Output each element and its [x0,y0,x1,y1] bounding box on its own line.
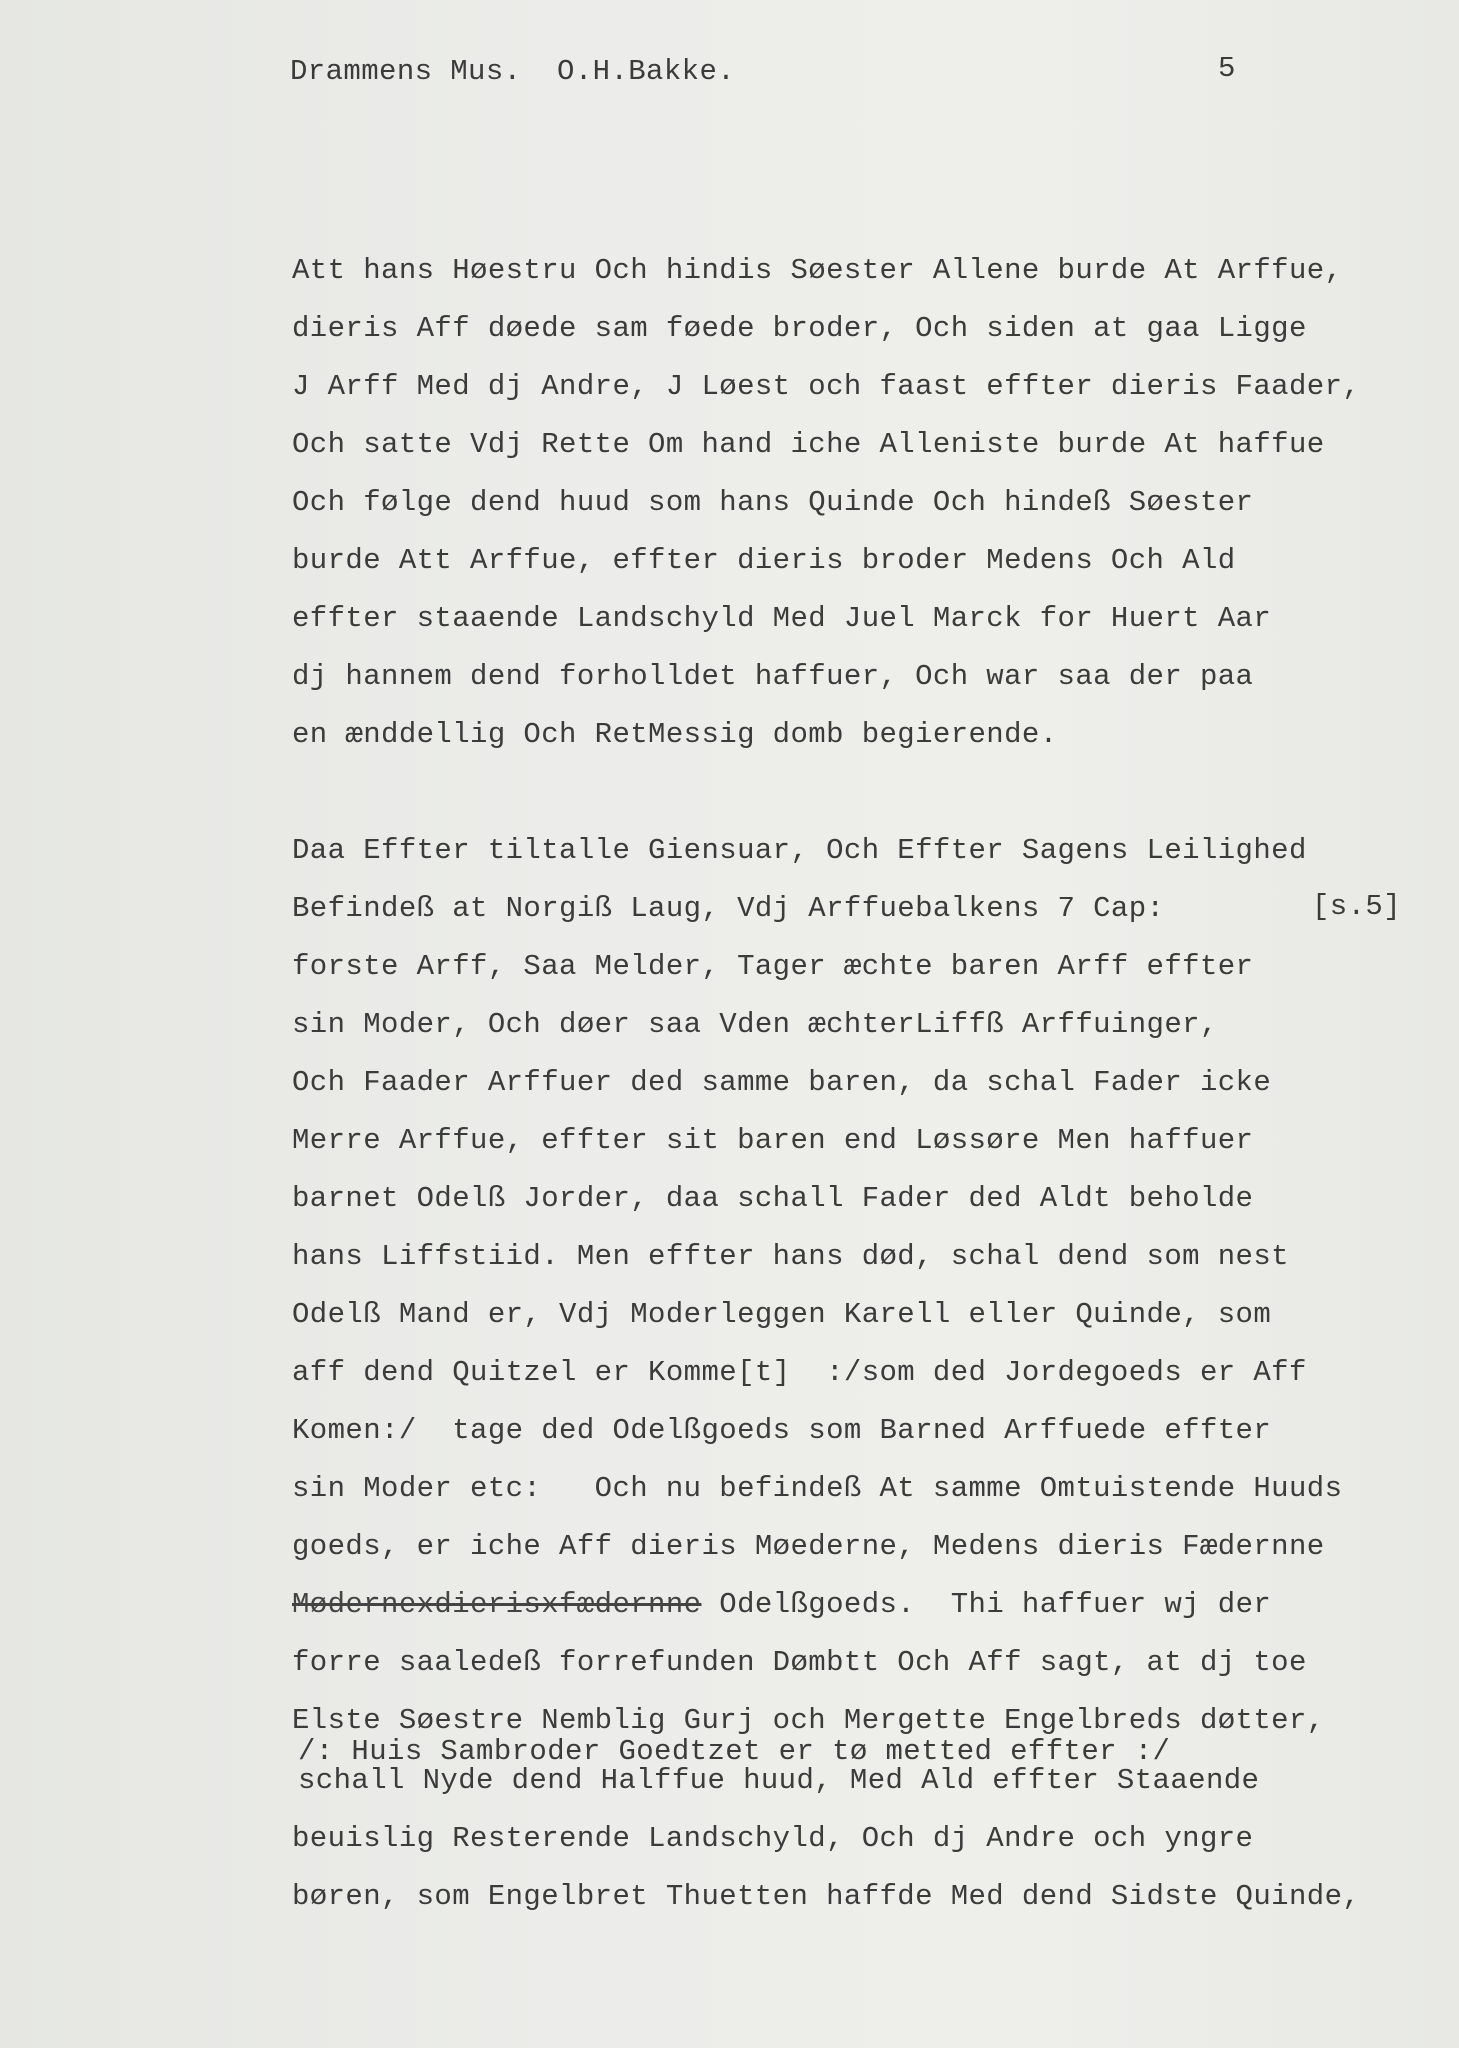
text-line: beuislig Resterende Landschyld, Och dj Andre och yngre [292,1822,1254,1855]
text-line-interlinear: /: Huis Sambroder Goedtzet er tø metted effter :/ [298,1735,1171,1768]
text-line: dj hannem dend forholldet haffuer, Och war saa der paa [292,660,1254,693]
text-line: J Arff Med dj Andre, J Løest och faast effter dieris Faader, [292,370,1361,403]
text-line: sin Moder, Och døer saa Vden æchterLiffß Arffuinger, [292,1008,1218,1041]
source-header: Drammens Mus. O.H.Bakke. [290,55,736,88]
text-line: forre saaledeß forrefunden Dømbtt Och Aff sagt, at dj toe [292,1646,1307,1679]
text-line: Elste Søestre Nemblig Gurj och Mergette Engelbreds døtter, [292,1704,1325,1737]
text-line: Och Faader Arffuer ded samme baren, da schal Fader icke [292,1066,1272,1099]
text-line: aff dend Quitzel er Komme[t] :/som ded Jordegoeds er Aff [292,1356,1307,1389]
text-line: børen, som Engelbret Thuetten haffde Med dend Sidste Quinde, [292,1880,1361,1913]
text-line-remainder: Odelßgoeds. Thi haffuer wj der [719,1588,1272,1621]
page-number: 5 [1218,52,1236,85]
text-line: Befindeß at Norgiß Laug, Vdj Arffuebalkens 7 Cap: [292,892,1165,925]
text-line: sin Moder etc: Och nu befindeß At samme Omtuistende Huuds [292,1472,1343,1505]
text-line: Och satte Vdj Rette Om hand iche Alleniste burde At haffue [292,428,1325,461]
text-line-with-strikeout [292,1590,1271,1619]
text-line: schall Nyde dend Halffue huud, Med Ald effter Staaende [298,1764,1260,1797]
margin-note: [s.5] [1312,890,1402,923]
text-line: goeds, er iche Aff dieris Møederne, Medens dieris Fædernne [292,1530,1325,1563]
text-line: burde Att Arffue, effter dieris broder Medens Och Ald [292,544,1236,577]
text-line: Och følge dend huud som hans Quinde Och hindeß Søester [292,486,1254,519]
text-line: Merre Arffue, effter sit baren end Løssøre Men haffuer [292,1124,1254,1157]
text-line: Daa Effter tiltalle Giensuar, Och Effter Sagens Leilighed [292,834,1307,867]
text-line: en ænddellig Och RetMessig domb begierende. [292,718,1058,751]
text-line: effter staaende Landschyld Med Juel Marck for Huert Aar [292,602,1272,635]
text-line: Odelß Mand er, Vdj Moderleggen Karell eller Quinde, som [292,1298,1272,1331]
text-line: hans Liffstiid. Men effter hans død, schal dend som nest [292,1240,1289,1273]
text-line: forste Arff, Saa Melder, Tager æchte baren Arff effter [292,950,1254,983]
text-line: Komen:/ tage ded Odelßgoeds som Barned Arffuede effter [292,1414,1272,1447]
text-line: dieris Aff døede sam føede broder, Och siden at gaa Ligge [292,312,1307,345]
text-line: Att hans Høestru Och hindis Søester Allene burde At Arffue, [292,254,1343,287]
struck-text: Mødernexdierisxfædernne [292,1588,702,1621]
text-line: barnet Odelß Jorder, daa schall Fader ded Aldt beholde [292,1182,1254,1215]
